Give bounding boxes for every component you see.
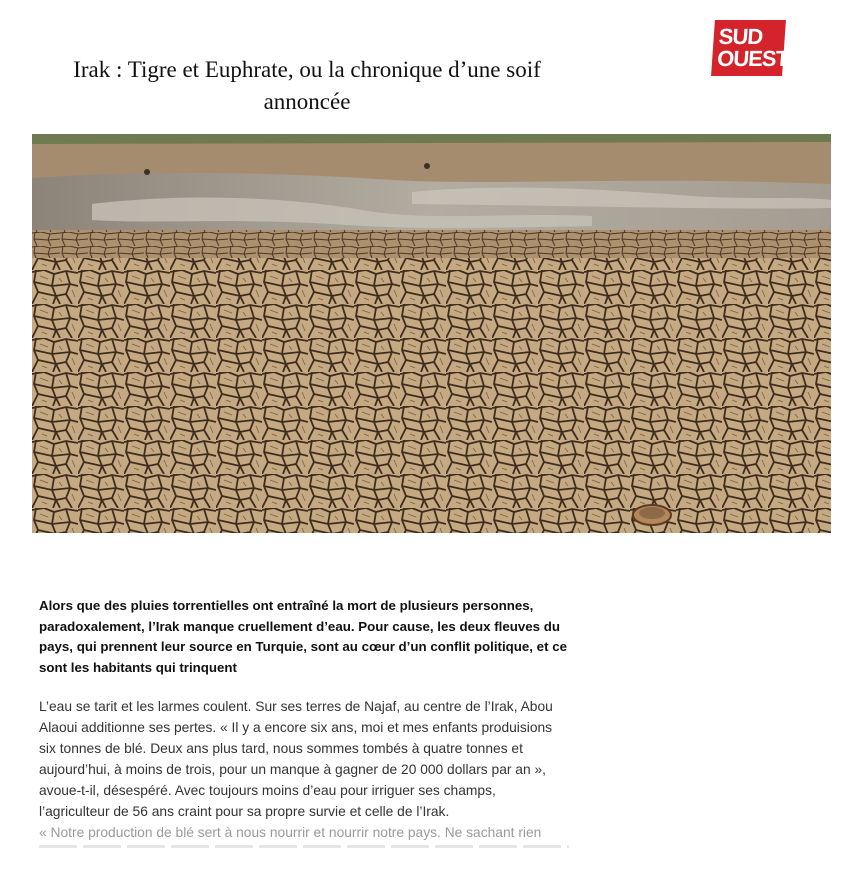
hero-image [32,134,831,533]
article-paragraph-faded: « Notre production de blé sert à nous nourrir et nourrir notre pays. Ne sachant rien [39,825,542,840]
logo-line-1: SUD [717,24,764,49]
article-title: Irak : Tigre et Euphrate, ou la chronique d’une soif annoncée [73,57,541,114]
article-body [39,596,569,843]
article-lede: Alors que des pluies torrentielles ont entraîné la mort de plusieurs personnes, paradoxalement, l’Irak manque cruellement d’eau. Pour cause, les deux fleuves du pays, qui prennent leur source en Turquie, sont au cœur d’un conflit politique, et ce sont les habitants qui trinquent [39,598,567,675]
logo-line-2: OUEST [716,46,789,71]
truncated-text-fade [39,843,569,851]
sud-ouest-logo[interactable] [711,20,789,76]
dry-riverbed-illustration [32,134,831,533]
article-paragraph: L’eau se tarit et les larmes coulent. Sur ses terres de Najaf, au centre de l’Irak, Abou Alaoui additionne ses pertes. « Il y a encore six ans, moi et mes enfants produisions six tonnes de blé. Deux ans plus tard, nous sommes tombés à quatre tonnes et aujourd’hui, à moins de trois, pour un manque à gagner de 20 000 dollars par an », avoue-t-il, désespéré. Avec toujours moins d’eau pour irriguer ses champs, l’agriculteur de 56 ans craint pour sa propre survie et celle de l’Irak. [39,699,553,819]
